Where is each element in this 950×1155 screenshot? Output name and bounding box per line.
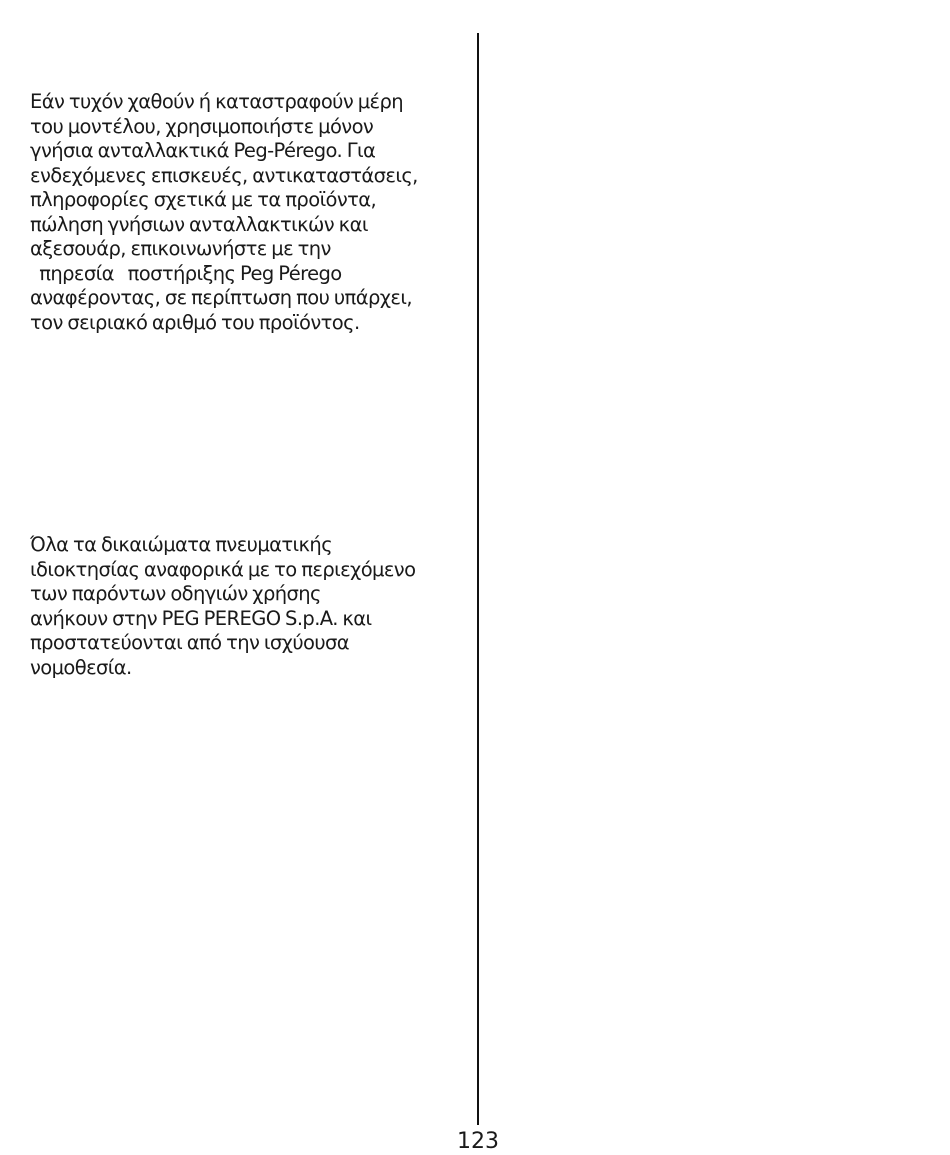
paragraph-line: ανήκουν στην PEG PEREGO S.p.A. και	[30, 606, 372, 630]
paragraph-line: πηρεσία ποστήριξης Peg Pérego	[30, 261, 342, 285]
paragraph-line: Όλα τα δικαιώματα πνευματικής	[30, 533, 333, 556]
paragraph-line: του μοντέλου, χρησιμοποιήστε μόνον	[30, 114, 374, 138]
paragraph-line: πώληση γνήσιων ανταλλακτικών και	[30, 212, 368, 236]
paragraph-line: πληροφορίες σχετικά με τα προϊόντα,	[30, 188, 377, 211]
paragraph-line: γνήσια ανταλλακτικά Peg-Pérego. Για	[30, 139, 376, 162]
paragraph-line: ενδεχόμενες επισκευές, αντικαταστάσεις,	[30, 163, 418, 187]
paragraph-line: Εάν τυχόν χαθούν ή καταστραφούν μέρη	[30, 90, 404, 113]
spare-parts-paragraph	[30, 90, 470, 335]
paragraph-line: ιδιοκτησίας αναφορικά με το περιεχόμενο	[30, 557, 416, 581]
paragraph-line: των παρόντων οδηγιών χρήσης	[30, 582, 321, 605]
page-number: 123	[457, 1129, 499, 1154]
paragraph-line: προστατεύονται από την ισχύουσα	[30, 631, 350, 654]
paragraph-line: αναφέροντας, σε περίπτωση που υπάρχει,	[30, 286, 412, 309]
column-divider	[477, 33, 479, 1125]
paragraph-line: νομοθεσία.	[30, 655, 132, 679]
paragraph-line: τον σειριακό αριθμό του προϊόντος.	[30, 310, 360, 334]
paragraph-line: αξεσουάρ, επικοινωνήστε με την	[30, 237, 331, 260]
copyright-paragraph	[30, 533, 470, 680]
